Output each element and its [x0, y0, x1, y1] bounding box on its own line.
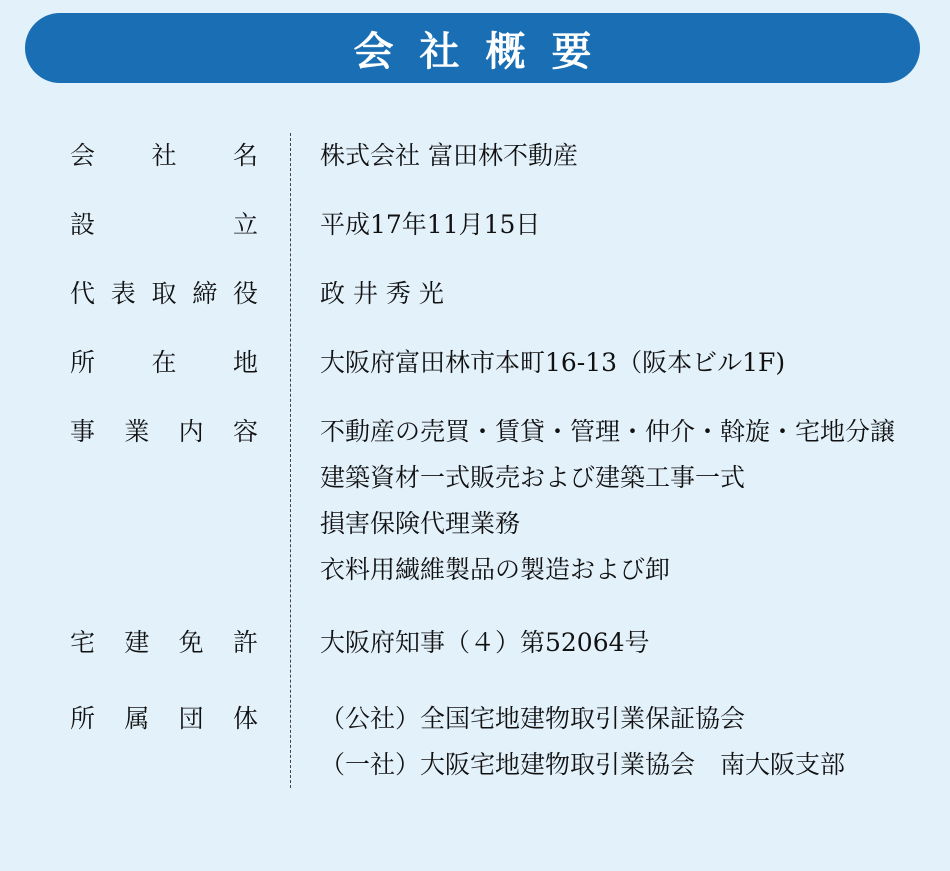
value-line: 大阪府知事（４）第52064号 [320, 628, 650, 657]
label-char: 業 [124, 417, 150, 446]
value-line: 衣料用繊維製品の製造および卸 [320, 555, 671, 584]
page-title: 会社概要 [353, 28, 618, 75]
value-established [320, 202, 540, 248]
value-line: 建築資材一式販売および建築工事一式 [320, 463, 746, 492]
label-representative [70, 271, 258, 317]
label-char: 所 [70, 348, 96, 377]
label-char: 属 [124, 704, 150, 733]
label-char: 社 [151, 141, 177, 170]
value-line: 大阪府富田林市本町16-13（阪本ビル1F) [320, 348, 786, 377]
label-company-name [70, 133, 258, 179]
label-license [70, 620, 258, 666]
label-char: 在 [151, 348, 177, 377]
label-char: 表 [110, 279, 136, 308]
label-char: 体 [232, 704, 258, 733]
label-char: 所 [70, 704, 96, 733]
label-address [70, 340, 258, 386]
label-char: 締 [192, 279, 218, 308]
value-company-name [320, 133, 578, 179]
label-char: 役 [232, 279, 258, 308]
column-divider [290, 133, 291, 788]
value-line: 損害保険代理業務 [320, 509, 521, 538]
value-line: （公社）全国宅地建物取引業保証協会 [320, 704, 746, 733]
value-line: 政 井 秀 光 [320, 279, 444, 308]
label-char: 宅 [70, 628, 96, 657]
label-affiliations [70, 696, 258, 742]
label-char: 団 [178, 704, 204, 733]
value-line: （一社）大阪宅地建物取引業協会 南大阪支部 [320, 750, 846, 779]
value-license [320, 620, 650, 666]
label-char: 許 [232, 628, 258, 657]
label-char: 代 [70, 279, 96, 308]
label-established [70, 202, 258, 248]
label-char: 免 [178, 628, 204, 657]
label-char: 会 [70, 141, 96, 170]
value-affiliations [320, 696, 845, 788]
value-line: 株式会社 富田林不動産 [320, 141, 578, 170]
label-char: 容 [232, 417, 258, 446]
label-char: 建 [124, 628, 150, 657]
header-banner [25, 13, 920, 83]
label-char: 内 [178, 417, 204, 446]
label-char: 地 [232, 348, 258, 377]
label-char: 取 [151, 279, 177, 308]
label-char: 事 [70, 417, 96, 446]
value-line: 平成17年11月15日 [320, 210, 541, 239]
value-address [320, 340, 785, 386]
value-business [320, 409, 895, 593]
value-representative [320, 271, 444, 317]
value-line: 不動産の売買・賃貸・管理・仲介・斡旋・宅地分譲 [320, 417, 896, 446]
label-char: 名 [232, 141, 258, 170]
label-business [70, 409, 258, 455]
label-char: 設 [70, 210, 96, 239]
label-char: 立 [232, 210, 258, 239]
